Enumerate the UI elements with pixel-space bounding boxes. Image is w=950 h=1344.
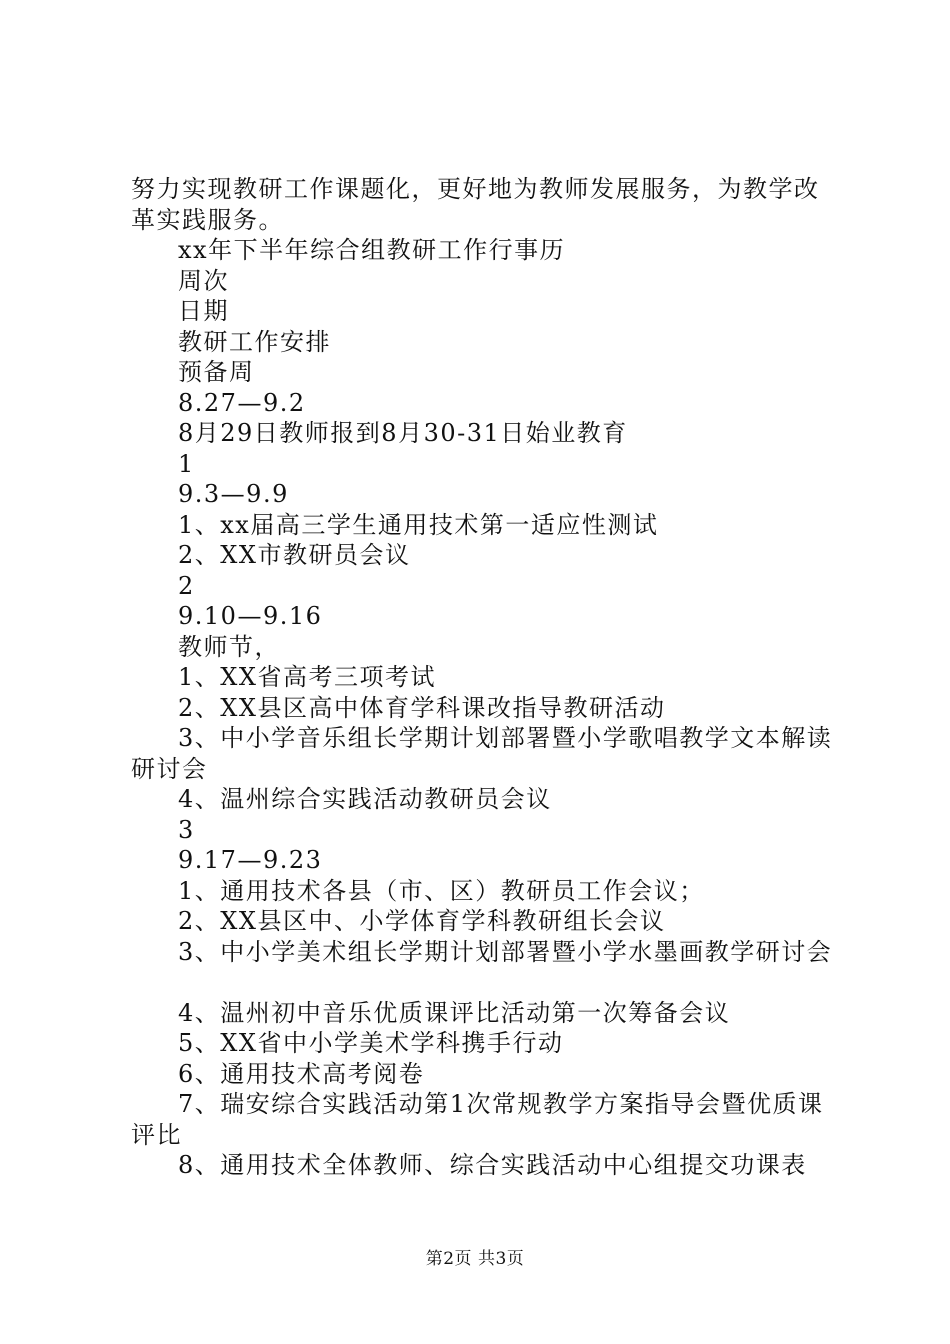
row-week: 预备周 (178, 358, 255, 386)
row-week: 1 (178, 449, 195, 478)
row-item: 8、通用技术全体教师、综合实践活动中心组提交功课表 (178, 1151, 807, 1179)
intro-paragraph: 努力实现教研工作课题化，更好地为教师发展服务，为教学改革实践服务。 (131, 175, 820, 234)
row-item: 2、XX市教研员会议 (178, 541, 411, 569)
row-item: 3、中小学音乐组长学期计划部署暨小学歌唱教学文本解读研讨会 (131, 724, 833, 783)
row-item: 4、温州初中音乐优质课评比活动第一次筹备会议 (178, 998, 731, 1027)
row-date: 9.3—9.9 (178, 480, 289, 508)
row-date: 9.10—9.16 (178, 602, 323, 630)
row-item: 2、XX县区中、小学体育学科教研组长会议 (178, 907, 666, 935)
row-week: 3 (178, 815, 195, 844)
row-date: 9.17—9.23 (178, 846, 323, 874)
row-item: 6、通用技术高考阅卷 (178, 1059, 425, 1088)
row-item: 1、通用技术各县（市、区）教研员工作会议； (178, 876, 705, 905)
header-arrangement: 教研工作安排 (178, 327, 331, 356)
header-date: 日期 (178, 297, 229, 325)
row-item: 1、XX省高考三项考试 (178, 663, 436, 691)
row-item: 3、中小学美术组长学期计划部署暨小学水墨画教学研讨会 (178, 937, 833, 966)
row-item: 1、xx届高三学生通用技术第一适应性测试 (178, 510, 659, 539)
row-item: 教师节， (178, 632, 280, 661)
row-item: 7、瑞安综合实践活动第1次常规教学方案指导会暨优质课评比 (131, 1090, 824, 1149)
page-footer: 第2页 共3页 (425, 1249, 525, 1269)
blank-line (131, 967, 836, 998)
row-item: 5、XX省中小学美术学科携手行动 (178, 1029, 564, 1057)
row-date: 8.27—9.2 (178, 388, 306, 417)
document-body (131, 174, 836, 1181)
row-item: 8月29日教师报到8月30-31日始业教育 (178, 419, 628, 447)
header-week: 周次 (178, 266, 229, 295)
row-item: 4、温州综合实践活动教研员会议 (178, 785, 552, 813)
row-week: 2 (178, 571, 195, 600)
row-item: 2、XX县区高中体育学科课改指导教研活动 (178, 693, 666, 722)
calendar-title: xx年下半年综合组教研工作行事历 (178, 236, 566, 264)
